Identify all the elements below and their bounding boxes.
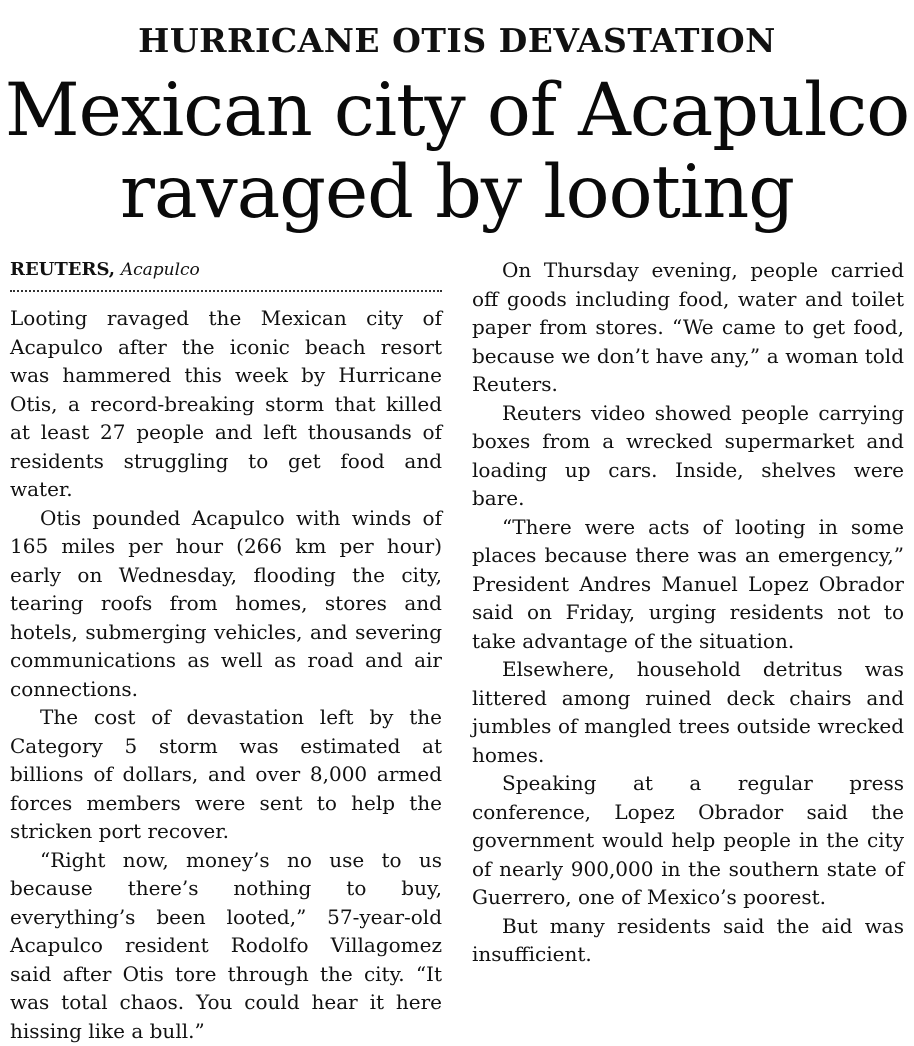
article-headline: Mexican city of Acapulco ravaged by looting bbox=[4, 68, 910, 235]
byline-location: Acapulco bbox=[120, 260, 200, 280]
paragraph: But many residents said the aid was insufficient. bbox=[472, 913, 904, 966]
paragraph: Elsewhere, household detritus was littered among ruined deck chairs and jumbles of mangled trees outside wrecked homes. bbox=[472, 657, 904, 767]
paragraph: Otis pounded Acapulco with winds of 165 miles per hour (266 km per hour) early on Wednesday, flooding the city, tearing roofs from homes, stores and hotels, submerging vehicles, and severing communications as well as road and air connections. bbox=[10, 505, 442, 701]
paragraph: The cost of devastation left by the Category 5 storm was estimated at billions of dollars, and over 8,000 armed forces members were sent to help the stricken port recover. bbox=[10, 705, 442, 843]
paragraph: “There were acts of looting in some places because there was an emergency,” President Andres Manuel Lopez Obrador said on Friday, urging residents not to take advantage of the situation. bbox=[472, 514, 904, 653]
paragraph: On Thursday evening, people carried off goods including food, water and toilet paper from stores. “We came to get food, because we don’t have any,” a woman told Reuters. bbox=[472, 258, 904, 396]
byline bbox=[10, 256, 442, 292]
byline-agency: REUTERS, bbox=[10, 259, 116, 280]
paragraph: “Right now, money’s no use to us because there’s nothing to buy, everything’s been looted,” 57-year-old Acapulco resident Rodolfo Villagomez said after Otis tore through the city. “It was total chaos. You could hear it here hissing like a bull.” bbox=[10, 847, 442, 1043]
paragraph: Reuters video showed people carrying boxes from a wrecked supermarket and loading up cars. Inside, shelves were bare. bbox=[472, 400, 904, 510]
article-column-right bbox=[472, 256, 904, 969]
paragraph: Speaking at a regular press conference, Lopez Obrador said the government would help people in the city of nearly 900,000 in the southern state of Guerrero, one of Mexico’s poorest. bbox=[472, 771, 904, 909]
paragraph: Looting ravaged the Mexican city of Acapulco after the iconic beach resort was hammered this week by Hurricane Otis, a record-breaking storm that killed at least 27 people and left thousands of residents struggling to get food and water. bbox=[10, 306, 442, 501]
article-kicker: HURRICANE OTIS DEVASTATION bbox=[138, 21, 776, 60]
article-column-left bbox=[10, 256, 442, 1045]
